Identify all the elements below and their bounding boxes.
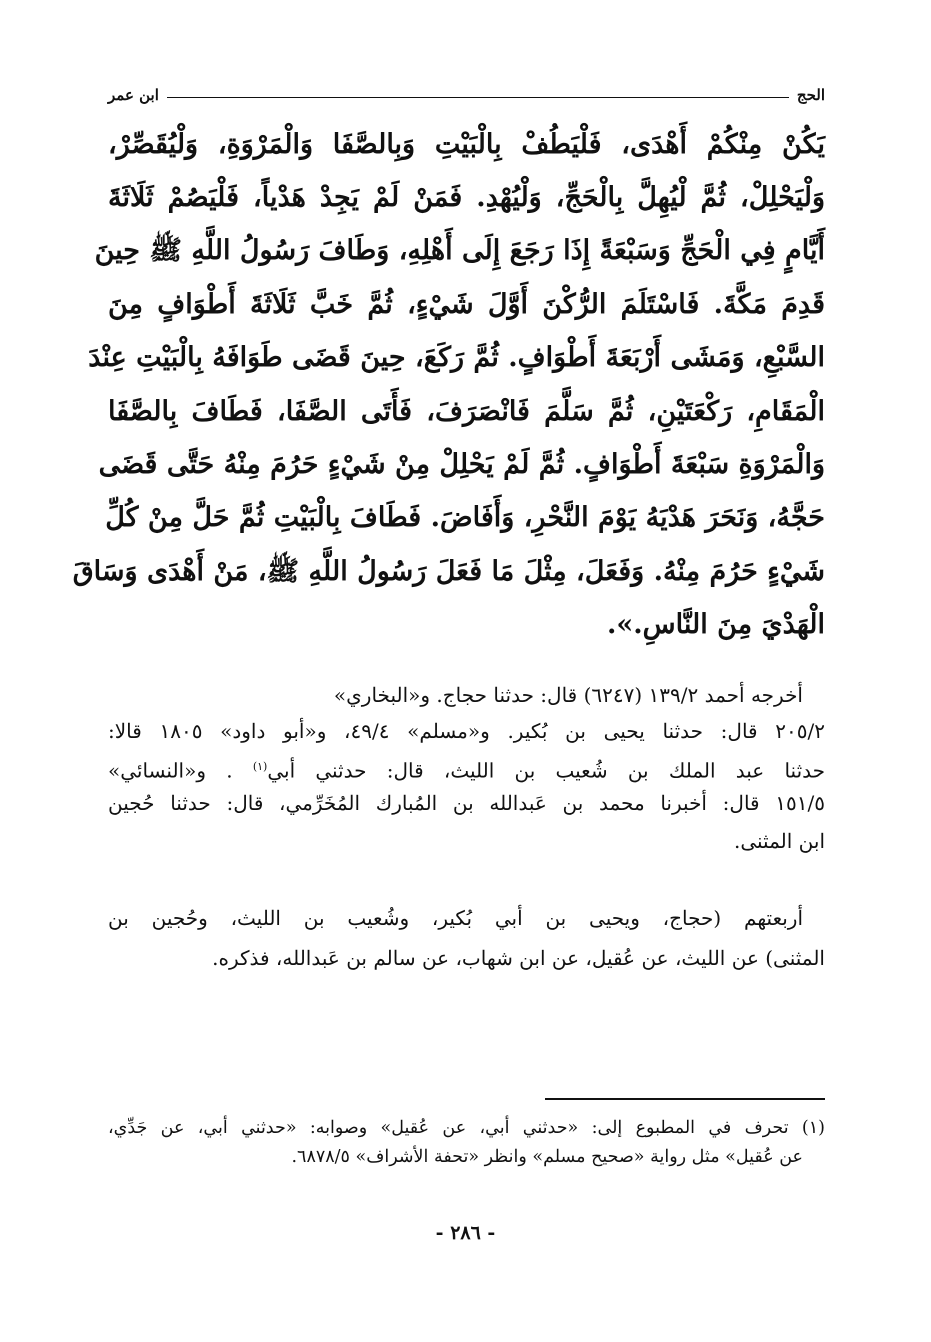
hadith-line: قَدِمَ مَكَّةَ. فَاسْتَلَمَ الرُّكْنَ أَوَّلَ شَيْءٍ، ثُمَّ خَبَّ ثَلَاثَةَ أَطْوَافٍ مِنَ <box>108 289 825 320</box>
takhrij-line-text: حدثنا عبد الملك بن شُعيب بن الليث، قال: حدثني أبي <box>267 758 826 783</box>
takhrij-line-tail: . و«النسائي» <box>108 758 233 783</box>
isnad-line: المثنى) عن الليث، عن عُقيل، عن ابن شهاب، عن سالم بن عَبدالله، فذكره. <box>212 946 825 970</box>
hadith-line: أَيَّامٍ فِي الْحَجِّ وَسَبْعَةً إِذَا رَجَعَ إِلَى أَهْلِهِ، وَطَافَ رَسُولُ اللَّهِ ﷺ حِينَ <box>94 235 825 266</box>
hadith-line: الْهَدْيَ مِنَ النَّاسِ.». <box>606 609 825 640</box>
footnote-separator <box>545 1098 825 1100</box>
hadith-line: السَّبْعِ، وَمَشَى أَرْبَعَةَ أَطْوَافٍ. ثُمَّ رَكَعَ، حِينَ قَضَى طَوَافَهُ بِالْبَيْتِ عِنْدَ <box>88 342 825 373</box>
hadith-line: حَجَّهُ، وَنَحَرَ هَدْيَهُ يَوْمَ النَّحْرِ، وَأَفَاضَ. فَطَافَ بِالْبَيْتِ ثُمَّ حَلَّ مِنْ كُلِّ <box>105 502 825 533</box>
takhrij-line: ٢٠٥/٢ قال: حدثنا يحيى بن بُكير. و«مسلم» ٤٩/٤، و«أبو داود» ١٨٠٥ قالا: <box>108 719 825 743</box>
hadith-line: يَكُنْ مِنْكُمْ أَهْدَى، فَلْيَطُفْ بِالْبَيْتِ وَبِالصَّفَا وَالْمَرْوَةِ، وَلْيُقَصِّرْ، <box>108 129 825 160</box>
takhrij-line: أخرجه أحمد ١٣٩/٢ (٦٢٤٧) قال: حدثنا حجاج. و«البخاري» <box>333 683 803 707</box>
header-chapter: الحج <box>796 86 825 104</box>
takhrij-line: ابن المثنى. <box>733 829 825 853</box>
header-section: ابن عمر <box>108 86 159 104</box>
isnad-line: أربعتهم (حجاج، ويحيى بن أبي بُكير، وشُعيب بن الليث، وحُجين بن <box>108 906 803 930</box>
footnote-line: (١) تحرف في المطبوع إلى: «حدثني أبي، عن عُقيل» وصوابه: «حدثني أبي، عن جَدِّي، <box>108 1118 825 1138</box>
footnote-line: عن عُقيل» مثل رواية «صحيح مسلم» وانظر «تحفة الأشراف» ٦٨٧٨/٥. <box>291 1147 803 1167</box>
page-number: - ٢٨٦ - <box>435 1222 496 1244</box>
hadith-line: وَالْمَرْوَةِ سَبْعَةَ أَطْوَافٍ. ثُمَّ لَمْ يَحْلِلْ مِنْ شَيْءٍ حَرُمَ مِنْهُ حَتَّى قَضَى <box>98 449 825 480</box>
footnote-reference[interactable]: (١) <box>252 760 268 773</box>
hadith-line: شَيْءٍ حَرُمَ مِنْهُ. وَفَعَلَ، مِثْلَ مَا فَعَلَ رَسُولُ اللَّهِ ﷺ، مَنْ أَهْدَى وَسَاقَ <box>72 556 825 587</box>
takhrij-line <box>108 752 825 782</box>
hadith-line: الْمَقَامِ، رَكْعَتَيْنِ، ثُمَّ سَلَّمَ فَانْصَرَفَ، فَأَتَى الصَّفَا، فَطَافَ بِالصَّفَا <box>108 396 825 427</box>
hadith-line: وَلْيَحْلِلْ، ثُمَّ لْيُهِلَّ بِالْحَجِّ، وَلْيُهْدِ. فَمَنْ لَمْ يَجِدْ هَدْياً، فَلْيَصُمْ ثَلَاثَةَ <box>108 182 825 213</box>
takhrij-line: ١٥١/٥ قال: أخبرنا محمد بن عَبدالله بن المُبارك المُخَرِّمي، قال: حدثنا حُجين <box>108 791 825 815</box>
header-rule <box>167 97 789 98</box>
running-header <box>108 84 825 106</box>
